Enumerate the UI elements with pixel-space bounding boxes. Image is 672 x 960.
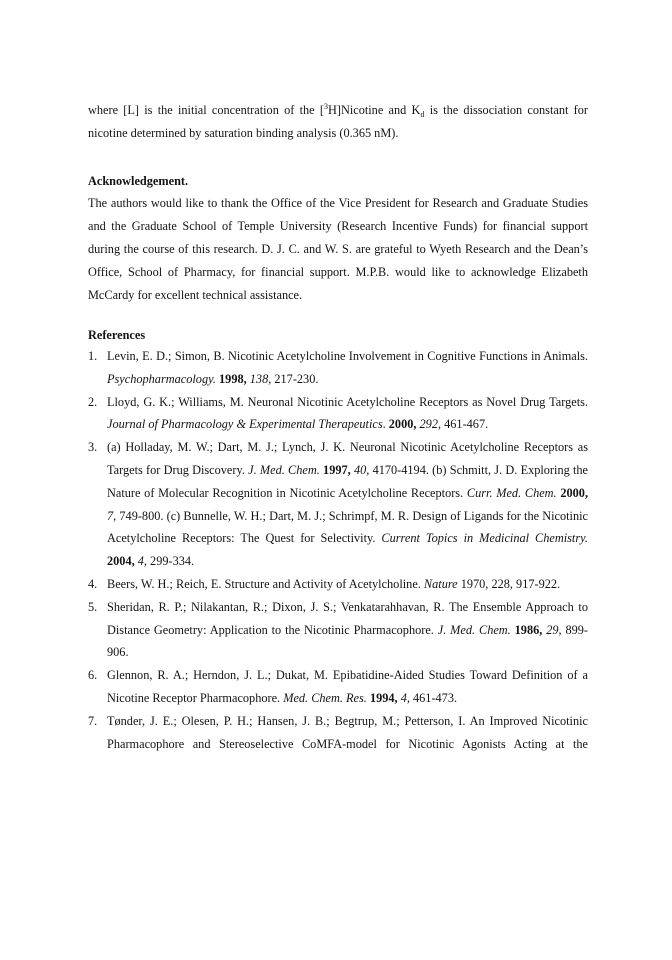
- reference-text: Glennon, R. A.; Herndon, J. L.; Dukat, M. Epibatidine-Aided Studies Toward Definition of a Nicotine Receptor Pharmacophore. Med. Chem. Res. 1994, 4, 461-473.: [107, 668, 588, 705]
- acknowledgement-heading: Acknowledgement.: [88, 174, 189, 188]
- references-list: [88, 345, 588, 755]
- journal-name: Curr. Med. Chem.: [466, 485, 557, 500]
- reference-item: [88, 391, 588, 437]
- reference-volume: 4,: [134, 554, 147, 569]
- journal-name: J. Med. Chem.: [437, 622, 511, 637]
- references-heading: References: [88, 328, 146, 342]
- reference-volume: 4,: [397, 690, 410, 705]
- reference-text: Lloyd, G. K.; Williams, M. Neuronal Nicotinic Acetylcholine Receptors as Novel Drug Targets. Journal of Pharmacology & Experimental Therapeutics. 2000, 292, 461-467.: [107, 394, 588, 432]
- reference-number: 4.: [88, 576, 98, 591]
- reference-volume: 138,: [246, 371, 272, 386]
- journal-name: Nature: [423, 576, 458, 591]
- reference-item: [88, 345, 588, 391]
- subscript-d: d: [420, 110, 425, 119]
- reference-number: 6.: [88, 668, 98, 683]
- reference-volume: 7,: [107, 508, 117, 523]
- reference-number: 5.: [88, 599, 98, 614]
- reference-year: 2004,: [107, 554, 135, 569]
- reference-year: 1994,: [366, 690, 398, 705]
- intro-paragraph: [88, 99, 588, 145]
- reference-text: Levin, E. D.; Simon, B. Nicotinic Acetylcholine Involvement in Cognitive Functions in Animals. Psychopharmacology. 1998, 138, 217-230.: [107, 349, 588, 386]
- intro-text: where [L] is the initial concentration of the [: [88, 103, 324, 117]
- reference-volume: 40,: [350, 462, 370, 477]
- reference-number: 1.: [88, 349, 98, 363]
- reference-volume: 29,: [542, 622, 562, 637]
- reference-volume: 292,: [416, 417, 442, 432]
- reference-item: [88, 710, 588, 756]
- reference-year: 1998,: [215, 371, 247, 386]
- journal-name: Journal of Pharmacology & Experimental Therapeutics: [107, 417, 383, 432]
- reference-text: Tønder, J. E.; Olesen, P. H.; Hansen, J. B.; Begtrup, M.; Petterson, I. An Improved Nicotinic Pharmacophore and Stereoselective CoMFA-model for Nicotinic Agonists Acting at the: [107, 713, 588, 751]
- reference-number: 3.: [88, 440, 98, 455]
- superscript-3: 3: [323, 102, 328, 111]
- journal-name: Med. Chem. Res.: [283, 690, 367, 705]
- journal-name: Psychopharmacology.: [107, 371, 216, 386]
- reference-year: 1997,: [319, 462, 351, 477]
- reference-year: 1970,: [457, 576, 489, 591]
- reference-item: [88, 596, 588, 664]
- reference-item: [88, 573, 588, 596]
- intro-text: is the dissociation constant for nicotine determined by saturation binding analysis (0.365 nM).: [88, 103, 588, 140]
- reference-year: 2000,: [556, 485, 589, 500]
- acknowledgement-body: The authors would like to thank the Office of the Vice President for Research and Graduate Studies and the Graduate School of Temple University (Research Incentive Funds) for financial support during the course of this research. D. J. C. and W. S. are grateful to Wyeth Research and the Dean’s Office, School of Pharmacy, for financial support. M.P.B. would like to acknowledge Elizabeth McCardy for excellent technical assistance.: [88, 196, 588, 302]
- reference-number: 2.: [88, 394, 98, 409]
- reference-year: 1986,: [510, 622, 543, 637]
- reference-year: 2000,: [388, 417, 417, 432]
- journal-name: J. Med. Chem.: [248, 462, 320, 477]
- reference-text: Sheridan, R. P.; Nilakantan, R.; Dixon, J. S.; Venkatarahhavan, R. The Ensemble Approach to Distance Geometry: Application to the Nicotinic Pharmacophore. J. Med. Chem. 1986, 29, 899-906.: [107, 599, 589, 660]
- reference-number: 7.: [88, 713, 98, 728]
- reference-item: [88, 664, 588, 710]
- journal-name: Current Topics in Medicinal Chemistry.: [381, 531, 588, 546]
- reference-text: (a) Holladay, M. W.; Dart, M. J.; Lynch, J. K. Neuronal Nicotinic Acetylcholine Receptors as Targets for Drug Discovery. J. Med. Chem. 1997, 40, 4170-4194. (b) Schmitt, J. D. Exploring the Nature of Molecular Recognition in Nicotinic Acetylcholine Receptors. Curr. Med. Chem. 2000, 7, 749-800. (c) Bunnelle, W. H.; Dart, M. J.; Schrimpf, M. R. Design of Ligands for the Nicotinic Acetylcholine Receptors: The Quest for Selectivity. Current Topics in Medicinal Chemistry. 2004, 4, 299-334.: [107, 440, 589, 569]
- intro-text: H]Nicotine and K: [327, 103, 421, 117]
- reference-text: Beers, W. H.; Reich, E. Structure and Activity of Acetylcholine. Nature 1970, 228, 917-922.: [107, 576, 561, 591]
- reference-item: [88, 436, 588, 573]
